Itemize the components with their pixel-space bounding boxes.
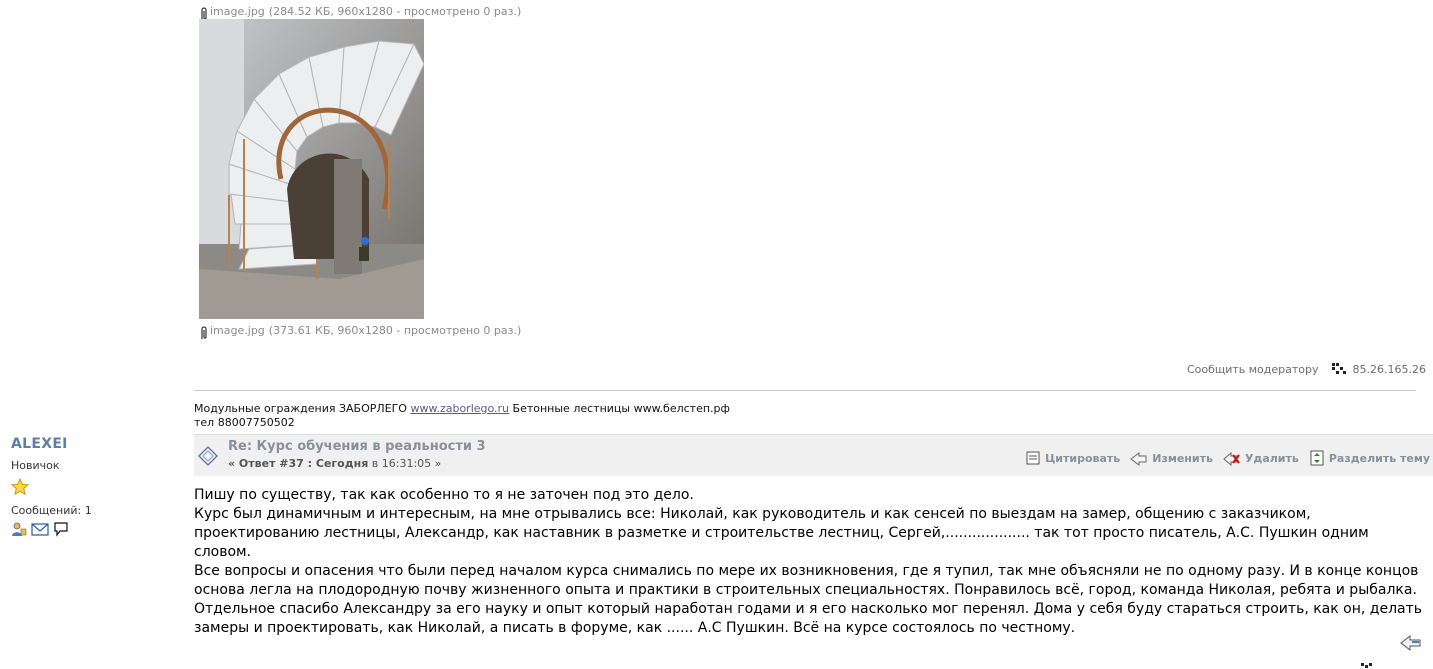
signature-suffix: Бетонные лестницы www.белстеп.рф [509, 402, 730, 415]
post-paragraph: Курс был динамичным и интересным, на мне отрывались все: Николай, как руководитель и как сенсей по выездам на замер, общению с заказчиком, проектированию лестницы, Александр, как наставник в разметке и строительстве лестниц, Сергей,................... так тот просто писатель, А.С. Пушкин одним словом. [194, 506, 1369, 560]
post-icon [197, 445, 219, 467]
ip-icon [1331, 362, 1347, 376]
quote-label: Цитировать [1045, 451, 1121, 465]
author-rank: Новичок [11, 459, 60, 472]
author-name[interactable]: ALEXEI [11, 436, 68, 452]
attachment-info-2: (373.61 КБ, 960x1280 - просмотрено 0 раз.) [268, 323, 522, 337]
reply-time: в 16:31:05 » [368, 457, 442, 470]
staircase-photo[interactable] [199, 19, 424, 319]
pm-icon[interactable] [53, 521, 69, 537]
author-actions [11, 521, 181, 537]
signature-divider [194, 390, 1416, 391]
report-moderator-link[interactable]: Сообщить модератору [1186, 362, 1319, 376]
post-reply-info [228, 457, 441, 470]
post-paragraph: Все вопросы и опасения что были перед началом курса снимались по мере их возникновения, где я тупил, так мне объясняли не по одному разу. И в конце концов основа легла на плодородную почву жизненного опыта и практики в строительных специальностях. Понравилось всё, город, команда Николая, ребята и рыбалка. [194, 563, 1419, 598]
ip-icon [1360, 662, 1374, 669]
edit-icon [1130, 450, 1148, 466]
edit-label: Изменить [1152, 451, 1213, 465]
email-icon[interactable] [31, 521, 49, 537]
author-block [11, 436, 181, 537]
signature-prefix: Модульные ограждения ЗАБОРЛЕГО [194, 402, 411, 415]
attachment-caption-2 [199, 319, 521, 341]
report-row [1187, 362, 1426, 376]
author-post-count: Сообщений: 1 [11, 504, 92, 517]
reply-prefix: « Ответ #37 : [228, 457, 316, 470]
ip-address: 85.26.165.26 [1352, 362, 1426, 376]
attachment-link-2[interactable]: image.jpg [210, 323, 265, 337]
quote-button[interactable] [1025, 450, 1120, 466]
paperclip-icon [199, 325, 209, 341]
split-topic-icon [1309, 450, 1325, 466]
delete-icon [1223, 450, 1241, 466]
report-post-icon[interactable] [1400, 633, 1422, 651]
post-subject[interactable]: Re: Курс обучения в реальности 3 [228, 439, 486, 454]
signature-link[interactable]: www.zaborlego.ru [410, 402, 510, 415]
post-body [194, 486, 1424, 638]
split-topic-label: Разделить тему [1328, 451, 1430, 465]
delete-button[interactable] [1223, 450, 1299, 466]
post-paragraph: Пишу по существу, так как особенно то я не заточен под это дело. [194, 487, 694, 503]
quote-icon [1025, 450, 1041, 466]
post-paragraph: Отдельное спасибо Александру за его науку и опыт который наработан годами и я его насколько мог перенял. Дома у себя буду стараться строить, как он, делать замеры и проектировать, как Николай, а писать в форуме, как ...... А.С Пушкин. Всё на курсе состоялось по честному. [194, 601, 1423, 636]
attachment-link-1[interactable]: image.jpg [210, 4, 265, 18]
edit-button[interactable] [1130, 450, 1213, 466]
delete-label: Удалить [1244, 451, 1299, 465]
profile-icon[interactable] [11, 521, 27, 537]
signature [194, 402, 730, 430]
split-topic-button[interactable] [1309, 450, 1430, 466]
attachment-info-1: (284.52 КБ, 960x1280 - просмотрено 0 раз.) [268, 4, 522, 18]
signature-phone: тел 88007750502 [194, 416, 295, 429]
rank-star-icon [11, 478, 29, 496]
reply-day: Сегодня [315, 457, 369, 470]
post-actions [1025, 450, 1430, 466]
